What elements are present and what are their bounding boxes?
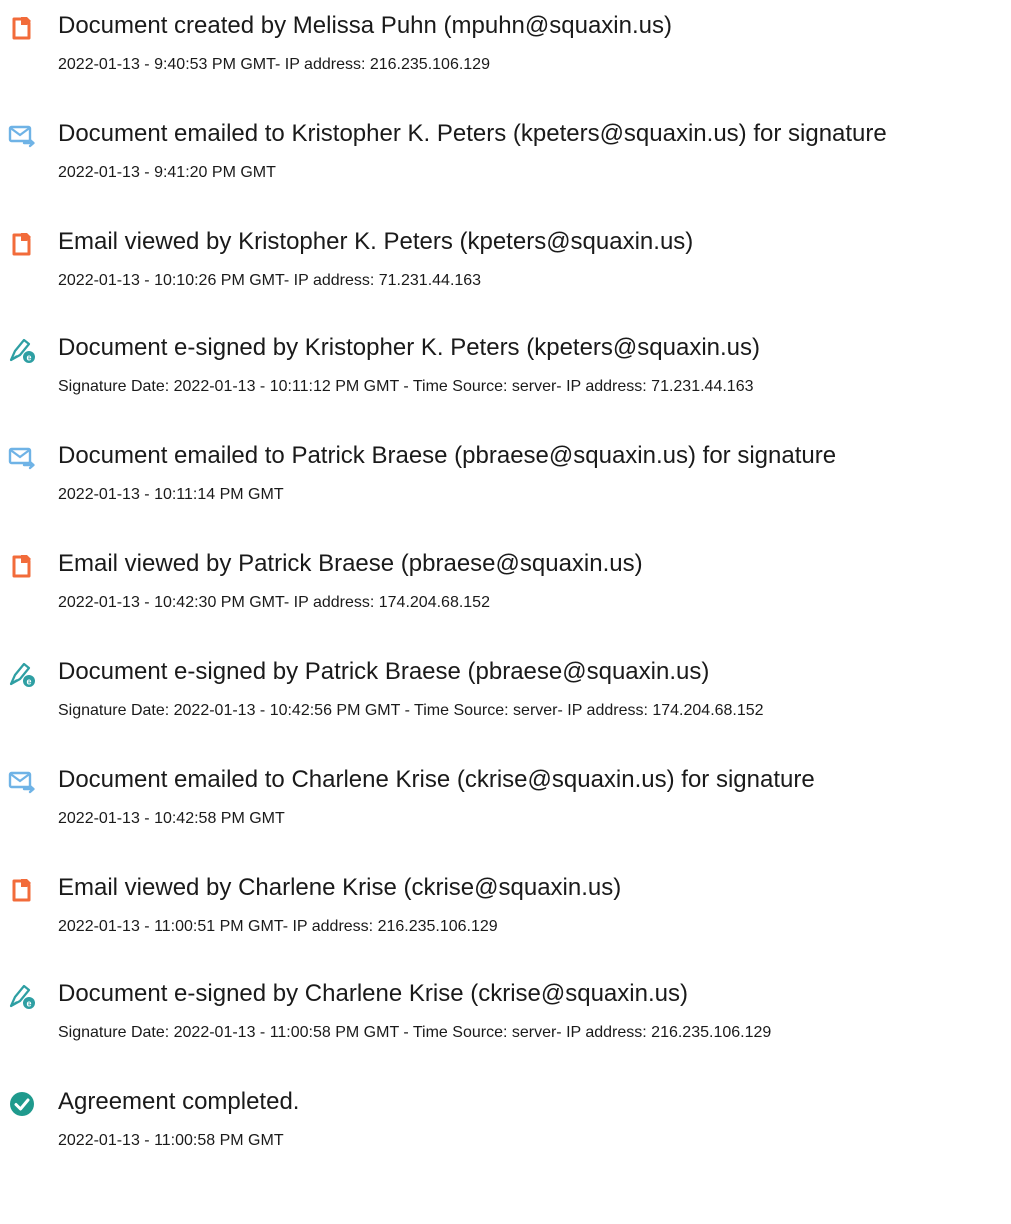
svg-text:e: e — [26, 998, 32, 1009]
event-detail: Signature Date: 2022-01-13 - 11:00:58 PM GMT - Time Source: server- IP address: 216.235.106.129 — [58, 1024, 772, 1041]
event-title: Document e-signed by Charlene Krise (ckrise@squaxin.us) — [58, 980, 688, 1007]
event-title: Document emailed to Charlene Krise (ckrise@squaxin.us) for signature — [58, 766, 815, 793]
audit-event — [0, 978, 1011, 1058]
event-detail: 2022-01-13 - 9:41:20 PM GMT — [58, 164, 276, 181]
audit-event — [0, 440, 1011, 520]
event-detail: 2022-01-13 - 10:42:30 PM GMT- IP address: 174.204.68.152 — [58, 594, 490, 611]
esign-icon — [8, 336, 36, 364]
document-icon — [8, 14, 36, 42]
audit-event — [0, 656, 1011, 736]
audit-event — [0, 226, 1011, 306]
event-title: Document created by Melissa Puhn (mpuhn@squaxin.us) — [58, 12, 672, 39]
event-title: Document emailed to Patrick Braese (pbraese@squaxin.us) for signature — [58, 442, 837, 469]
audit-event — [0, 332, 1011, 412]
esign-icon — [8, 660, 36, 688]
event-detail: Signature Date: 2022-01-13 - 10:42:56 PM GMT - Time Source: server- IP address: 174.204.68.152 — [58, 702, 764, 719]
event-detail: 2022-01-13 - 10:11:14 PM GMT — [58, 486, 284, 503]
svg-text:e: e — [26, 676, 32, 687]
event-title: Email viewed by Kristopher K. Peters (kpeters@squaxin.us) — [58, 228, 694, 255]
event-title: Document e-signed by Patrick Braese (pbraese@squaxin.us) — [58, 658, 710, 685]
check-icon — [8, 1090, 36, 1118]
audit-event — [0, 872, 1011, 952]
audit-event — [0, 118, 1011, 198]
email-icon — [8, 444, 36, 472]
document-icon — [8, 552, 36, 580]
email-icon — [8, 768, 36, 796]
audit-event — [0, 548, 1011, 628]
event-title: Document e-signed by Kristopher K. Peters (kpeters@squaxin.us) — [58, 334, 761, 361]
event-title: Agreement completed. — [58, 1088, 300, 1115]
audit-event — [0, 764, 1011, 844]
event-detail: 2022-01-13 - 10:42:58 PM GMT — [58, 810, 285, 827]
event-title: Email viewed by Charlene Krise (ckrise@squaxin.us) — [58, 874, 622, 901]
audit-event — [0, 1086, 1011, 1166]
audit-event — [0, 10, 1011, 90]
event-detail: 2022-01-13 - 10:10:26 PM GMT- IP address: 71.231.44.163 — [58, 272, 482, 289]
event-title: Email viewed by Patrick Braese (pbraese@squaxin.us) — [58, 550, 643, 577]
event-detail: 2022-01-13 - 9:40:53 PM GMT- IP address: 216.235.106.129 — [58, 56, 490, 73]
event-detail: 2022-01-13 - 11:00:58 PM GMT — [58, 1132, 284, 1149]
event-detail: Signature Date: 2022-01-13 - 10:11:12 PM GMT - Time Source: server- IP address: 71.231.44.163 — [58, 378, 754, 395]
email-icon — [8, 122, 36, 150]
document-icon — [8, 876, 36, 904]
event-title: Document emailed to Kristopher K. Peters (kpeters@squaxin.us) for signature — [58, 120, 887, 147]
svg-text:e: e — [26, 352, 32, 363]
document-icon — [8, 230, 36, 258]
esign-icon — [8, 982, 36, 1010]
event-detail: 2022-01-13 - 11:00:51 PM GMT- IP address: 216.235.106.129 — [58, 918, 498, 935]
